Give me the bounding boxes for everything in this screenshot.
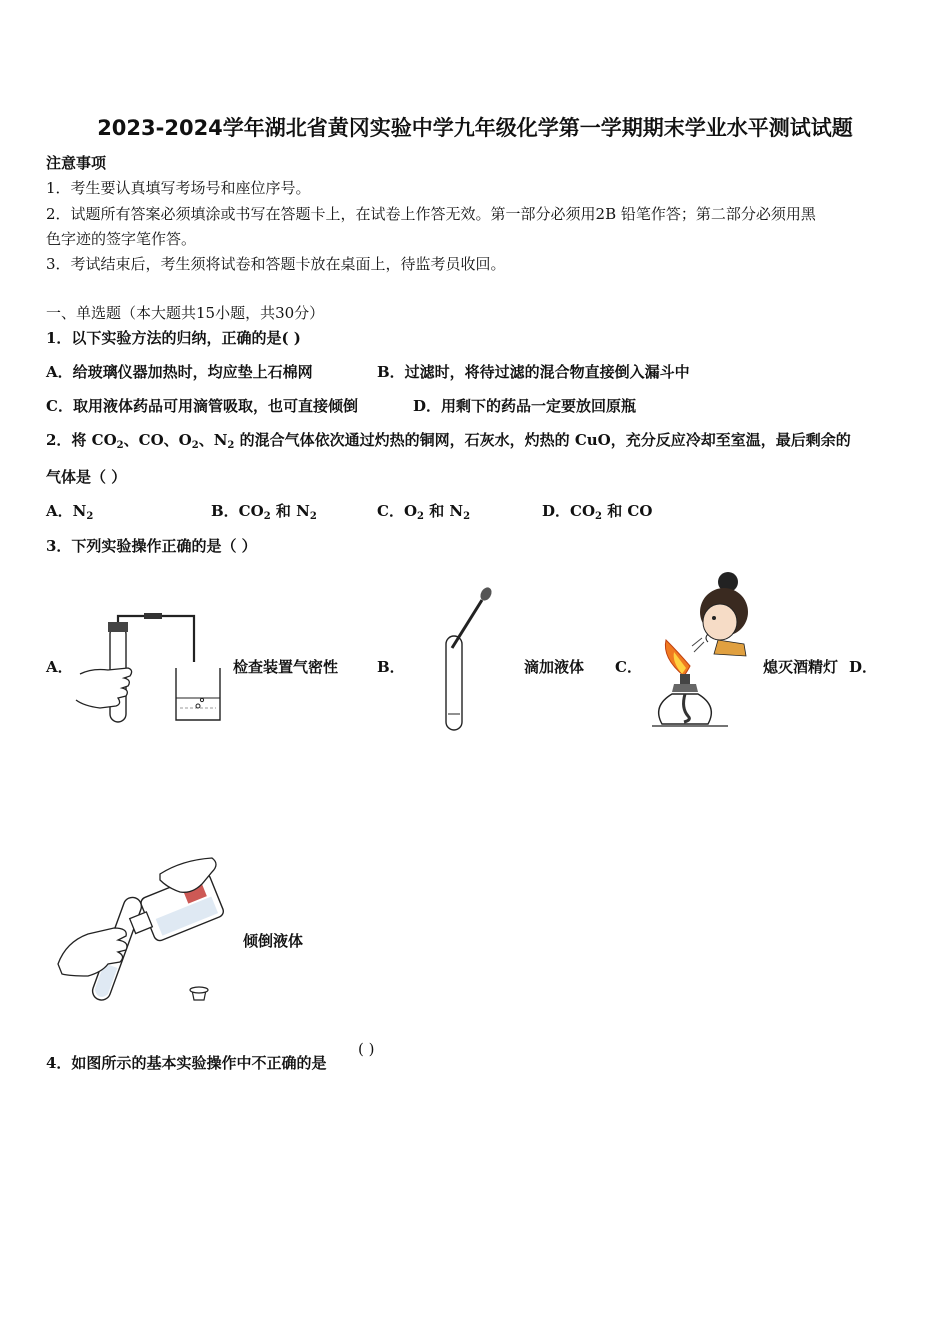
q2-stem-line2: 气体是（ ） [46, 468, 127, 486]
q2-option-c: C．$O_2$ 和 $N_2$ [377, 502, 471, 522]
q2-option-d: D．$CO_2$ 和 CO [542, 502, 653, 522]
airtightness-check-illustration [72, 612, 230, 728]
section-heading: 一、单选题（本大题共15小题，共30分） [46, 304, 325, 322]
q3-option-c-caption: 熄灭酒精灯 [763, 658, 839, 676]
blowing-out-lamp-illustration [648, 566, 758, 730]
q2-option-b: B．$CO_2$ 和 $N_2$ [211, 502, 317, 522]
notice-item-3: 3．考试结束后，考生须将试卷和答题卡放在桌面上，待监考员收回。 [46, 255, 506, 273]
q2-option-a: A．$N_2$ [46, 502, 94, 522]
q3-option-d-letter: D． [849, 658, 878, 676]
pouring-liquid-illustration [52, 854, 224, 1008]
q3-option-a-caption: 检查装置气密性 [233, 658, 339, 676]
dropper-illustration [436, 586, 500, 736]
q2-stem: 2．将 $CO_2$、CO、$O_2$、$N_2$ 的混合气体依次通过灼热的铜网，石灰水，灼热的 CuO，充分反应冷却至室温，最后剩余的 [46, 431, 851, 451]
q4-answer-paren: ( ) [358, 1040, 375, 1058]
notice-item-2: 2．试题所有答案必须填涂或书写在答题卡上，在试卷上作答无效。第一部分必须用2B 铅笔作答；第二部分必须用黑 [46, 205, 816, 223]
notice-item-2-cont: 色字迹的签字笔作答。 [46, 230, 197, 248]
q3-option-c-letter: C． [615, 658, 642, 676]
q3-option-d-caption: 倾倒液体 [243, 932, 304, 950]
q1-stem: 1．以下实验方法的归纳，正确的是( ) [46, 329, 301, 347]
q4-stem: 4．如图所示的基本实验操作中不正确的是 [46, 1054, 327, 1072]
q3-option-a-letter: A． [46, 658, 73, 676]
q3-option-b-caption: 滴加液体 [524, 658, 585, 676]
q3-stem: 3．下列实验操作正确的是（ ） [46, 537, 257, 555]
q1-option-a: A．给玻璃仪器加热时，均应垫上石棉网 [46, 363, 313, 381]
q3-option-b-letter: B． [377, 658, 405, 676]
q1-option-c: C．取用液体药品可用滴管吸取，也可直接倾倒 [46, 397, 358, 415]
q1-option-d: D．用剩下的药品一定要放回原瓶 [413, 397, 637, 415]
notice-heading: 注意事项 [46, 154, 107, 172]
q1-option-b: B．过滤时，将待过滤的混合物直接倒入漏斗中 [377, 363, 690, 381]
notice-item-1: 1．考生要认真填写考场号和座位序号。 [46, 179, 311, 197]
page-title: 2023-2024学年湖北省黄冈实验中学九年级化学第一学期期末学业水平测试试题 [97, 116, 853, 140]
